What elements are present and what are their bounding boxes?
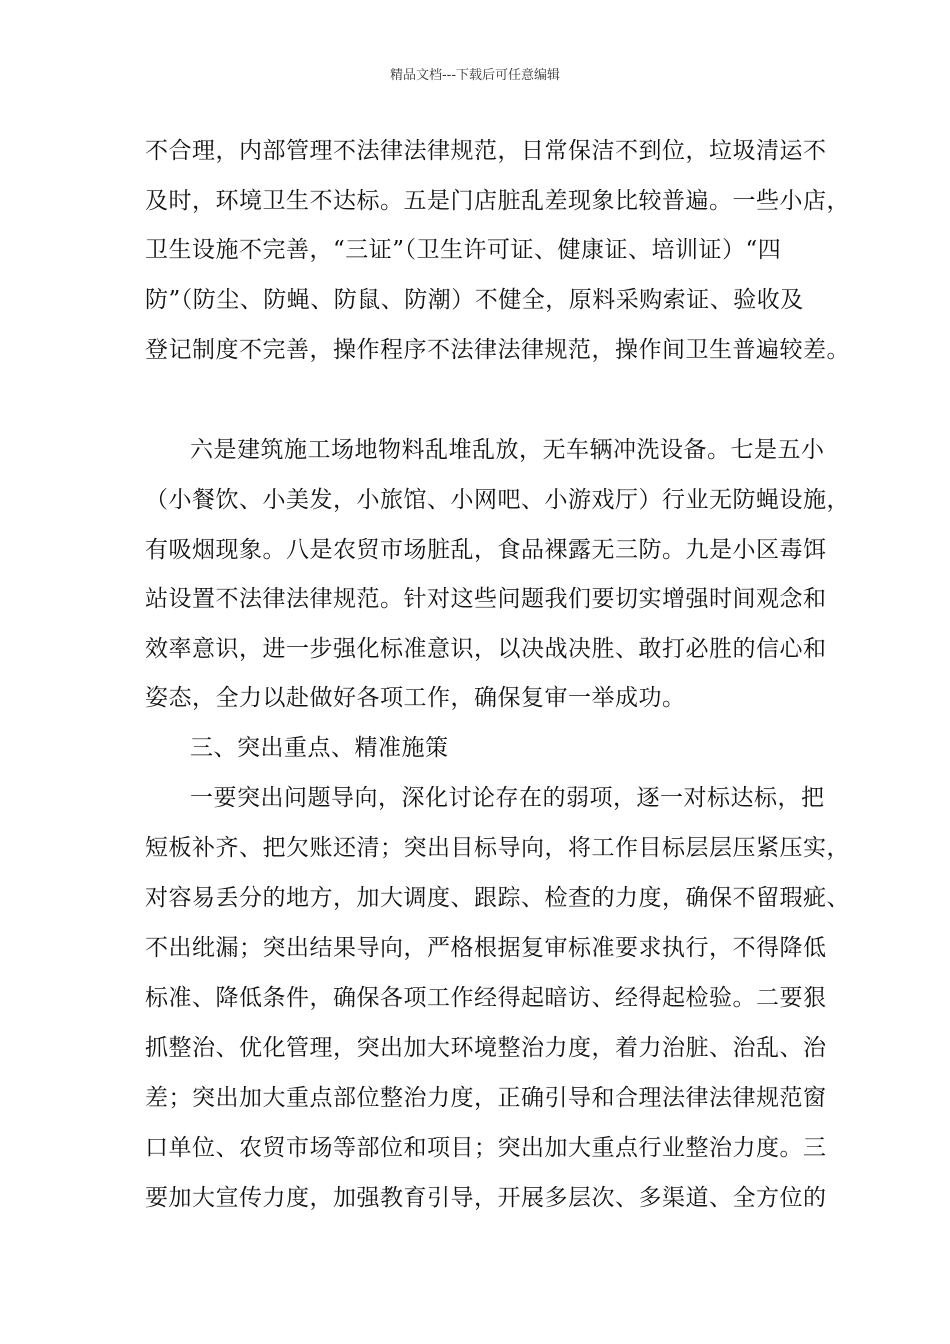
paragraph-3-line-7: 差；突出加大重点部位整治力度，正确引导和合理法律法律规范窗 — [145, 1085, 827, 1111]
paragraph-2-line-1: 六是建筑施工场地物料乱堆乱放，无车辆冲洗设备。七是五小 — [190, 437, 825, 463]
paragraph-3-line-6: 抓整治、优化管理，突出加大环境整治力度，着力治脏、治乱、治 — [145, 1035, 827, 1061]
paragraph-1-line-4: 防”（防尘、防蝇、防鼠、防潮）不健全，原料采购索证、验收及 — [145, 287, 804, 313]
paragraph-1-line-2: 及时，环境卫生不达标。五是门店脏乱差现象比较普遍。一些小店， — [145, 188, 850, 214]
page-header: 精品文档---下载后可任意编辑 — [389, 68, 561, 83]
paragraph-3-line-1: 一要突出问题导向，深化讨论存在的弱项，逐一对标达标，把 — [190, 785, 825, 811]
paragraph-2-line-4: 站设置不法律法律规范。针对这些问题我们要切实增强时间观念和 — [145, 586, 827, 612]
paragraph-3-line-4: 不出纰漏；突出结果导向，严格根据复审标准要求执行，不得降低 — [145, 935, 827, 961]
paragraph-2-line-5: 效率意识，进一步强化标准意识，以决战决胜、敢打必胜的信心和 — [145, 636, 827, 662]
paragraph-3-line-3: 对容易丢分的地方，加大调度、跟踪、检查的力度，确保不留瑕疵、 — [145, 885, 850, 911]
paragraph-1-line-1: 不合理，内部管理不法律法律规范，日常保洁不到位，垃圾清运不 — [145, 138, 827, 164]
paragraph-2-line-3: 有吸烟现象。八是农贸市场脏乱，食品裸露无三防。九是小区毒饵 — [145, 537, 827, 563]
paragraph-3-line-9: 要加大宣传力度，加强教育引导，开展多层次、多渠道、全方位的 — [145, 1185, 827, 1211]
paragraph-1-line-3: 卫生设施不完善，“三证”（卫生许可证、健康证、培训证）“四 — [145, 237, 782, 263]
paragraph-1-line-5: 登记制度不完善，操作程序不法律法律规范，操作间卫生普遍较差。 — [145, 337, 850, 363]
paragraph-2-line-6: 姿态，全力以赴做好各项工作，确保复审一举成功。 — [145, 685, 686, 711]
paragraph-3-line-5: 标准、降低条件，确保各项工作经得起暗访、经得起检验。二要狠 — [145, 985, 827, 1011]
paragraph-2-line-2: （小餐饮、小美发，小旅馆、小网吧、小游戏厅）行业无防蝇设施， — [145, 487, 850, 513]
paragraph-3-line-2: 短板补齐、把欠账还清；突出目标导向，将工作目标层层压紧压实， — [145, 835, 850, 861]
paragraph-3-line-8: 口单位、农贸市场等部位和项目；突出加大重点行业整治力度。三 — [145, 1135, 827, 1161]
section-heading: 三、突出重点、精准施策 — [190, 735, 449, 761]
